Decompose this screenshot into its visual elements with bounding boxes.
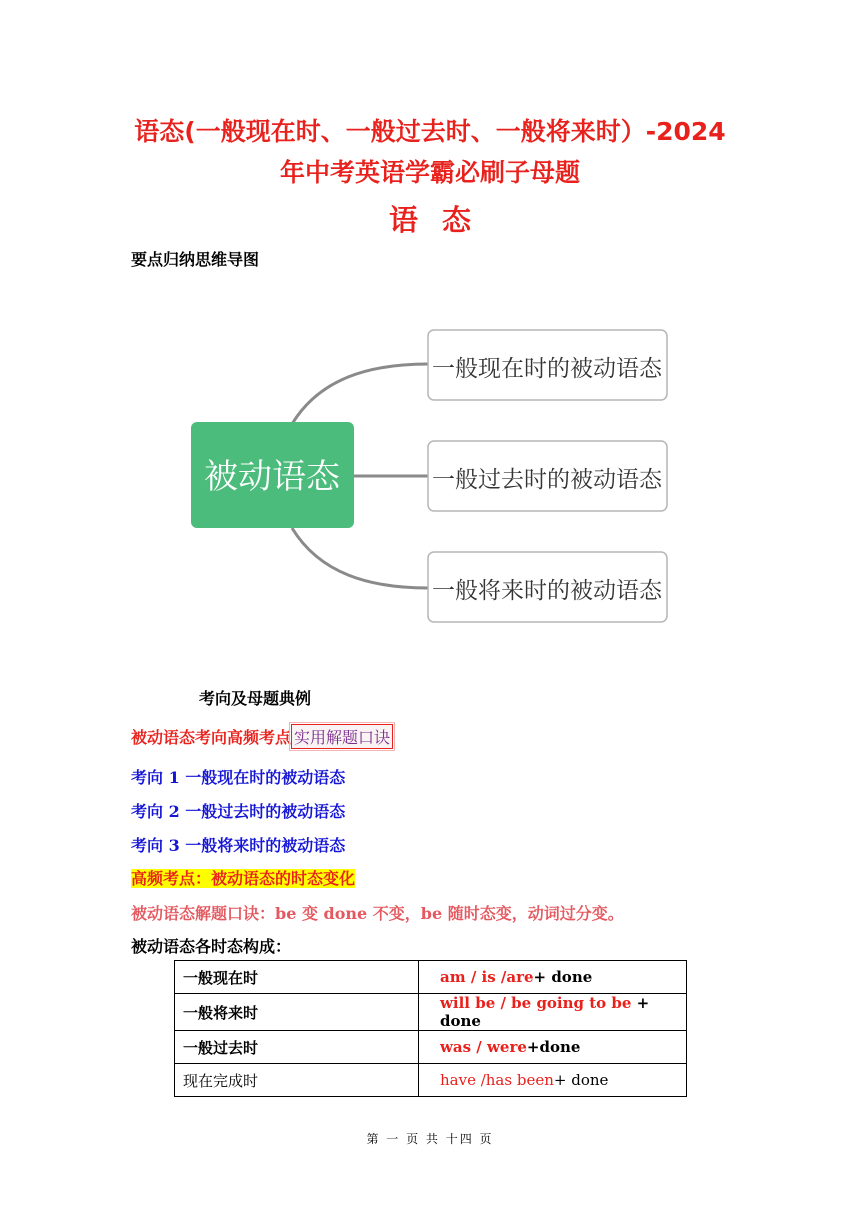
table-cell-tense: 一般将来时 bbox=[175, 994, 419, 1031]
table-row bbox=[175, 994, 687, 1031]
table-row bbox=[175, 1031, 687, 1064]
form-red-part: am / is /are bbox=[440, 968, 534, 986]
examples-section-heading: 考向及母题典例 bbox=[199, 689, 312, 708]
table-cell-tense: 一般过去时 bbox=[175, 1031, 419, 1064]
table-row bbox=[175, 1064, 687, 1097]
form-rest-part: + done bbox=[440, 994, 650, 1030]
form-red-part: have /has been bbox=[440, 1071, 554, 1089]
table-cell-form bbox=[419, 994, 687, 1031]
mindmap-branch-label-3: 一般将来时的被动语态 bbox=[432, 578, 662, 604]
form-red-part: was / were bbox=[440, 1038, 527, 1056]
mindmap-branch-label-1: 一般现在时的被动语态 bbox=[432, 356, 662, 382]
rhyme-tag-box: 实用解题口诀 bbox=[291, 724, 393, 749]
table-cell-tense: 一般现在时 bbox=[175, 961, 419, 994]
passive-voice-rhyme: 被动语态解题口诀：be 变 done 不变，be 随时态变，动词过分变。 bbox=[131, 904, 624, 923]
table-cell-form bbox=[419, 1064, 687, 1097]
table-cell-form bbox=[419, 1031, 687, 1064]
document-title-line2: 年中考英语学霸必刷子母题 bbox=[279, 158, 580, 187]
mind-map bbox=[180, 318, 680, 638]
exam-points-heading bbox=[131, 724, 393, 749]
page-footer: 第 一 页 共 十四 页 bbox=[366, 1132, 494, 1146]
document-title-section: 语态 bbox=[388, 203, 495, 237]
form-red-part: will be / be going to be bbox=[440, 994, 632, 1012]
mindmap-branch-label-2: 一般过去时的被动语态 bbox=[432, 467, 662, 493]
mindmap-connector-bottom bbox=[292, 528, 428, 588]
direction-item-3: 考向 3 一般将来时的被动语态 bbox=[131, 836, 346, 855]
form-rest-part: + done bbox=[553, 1071, 609, 1089]
tense-table bbox=[174, 960, 687, 1097]
direction-item-1: 考向 1 一般现在时的被动语态 bbox=[131, 768, 346, 787]
table-cell-tense: 现在完成时 bbox=[175, 1064, 419, 1097]
form-rest-part: +done bbox=[526, 1038, 581, 1056]
table-intro: 被动语态各时态构成： bbox=[131, 937, 292, 956]
highlighted-key-point-text: 高频考点：被动语态的时态变化 bbox=[131, 869, 356, 888]
form-rest-part: + done bbox=[533, 968, 593, 986]
exam-points-heading-text: 被动语态考向高频考点 bbox=[131, 728, 292, 747]
mindmap-center-label: 被动语态 bbox=[204, 457, 340, 497]
document-title-line1: 语态(一般现在时、一般过去时、一般将来时）-2024 bbox=[134, 117, 726, 146]
mindmap-section-heading: 要点归纳思维导图 bbox=[131, 250, 260, 269]
table-cell-form bbox=[419, 961, 687, 994]
table-row bbox=[175, 961, 687, 994]
direction-item-2: 考向 2 一般过去时的被动语态 bbox=[131, 802, 346, 821]
mindmap-connector-top bbox=[292, 364, 428, 424]
highlighted-key-point bbox=[131, 866, 355, 889]
